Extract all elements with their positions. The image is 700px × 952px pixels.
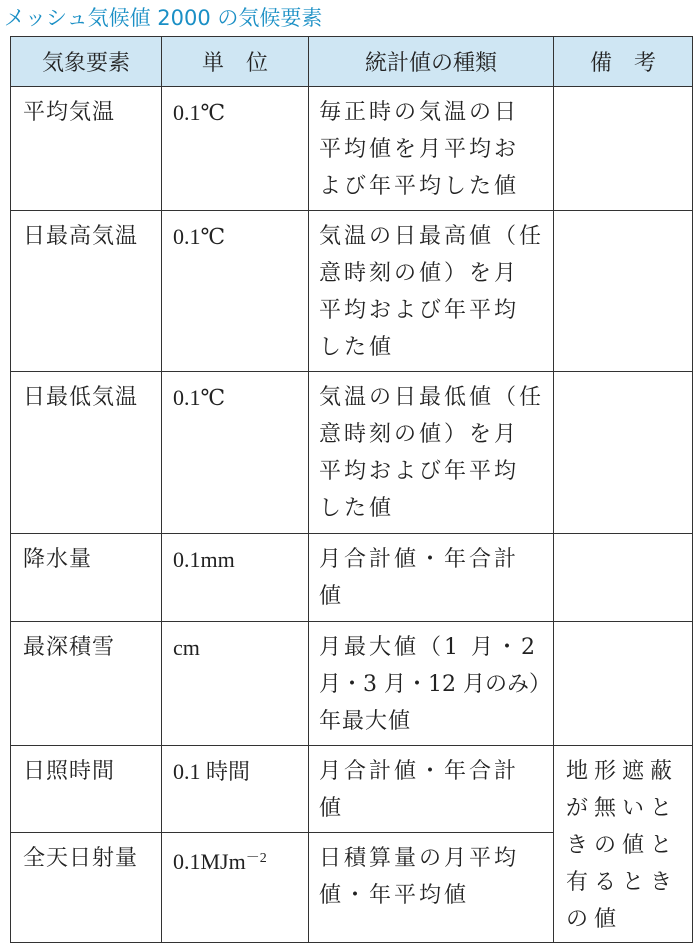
table-row <box>11 622 693 746</box>
stat-line: 意時刻の値）を月 <box>319 261 520 286</box>
stat-line: 気温の日最低値（任 <box>319 385 545 410</box>
note-cell <box>554 211 693 372</box>
unit-cell <box>162 833 309 943</box>
table-row <box>11 746 693 833</box>
note-cell <box>554 622 693 746</box>
stat-line: 平均および年平均 <box>319 459 520 484</box>
stat-line: 年最大値 <box>319 709 412 734</box>
table-row <box>11 534 693 622</box>
stat-cell <box>309 87 554 211</box>
stat-line: 平均および年平均 <box>319 298 520 323</box>
element-cell: 降水量 <box>11 534 162 622</box>
unit-cell: 0.1℃ <box>162 87 309 211</box>
stat-line: 毎正時の気温の日 <box>319 100 520 125</box>
stat-line: 値 <box>319 796 345 821</box>
stat-line: 月合計値・年合計 <box>319 547 520 572</box>
stat-line: 月・3 月・12 月のみ） <box>319 672 551 697</box>
stat-line: した値 <box>319 496 395 521</box>
stat-cell <box>309 746 554 833</box>
stat-line: 月最大値（1 月・2 <box>319 635 538 660</box>
stat-cell <box>309 534 554 622</box>
unit-cell: cm <box>162 622 309 746</box>
stat-line: 平均値を月平均お <box>319 137 520 162</box>
note-line: 地形遮蔽 <box>566 759 679 784</box>
stat-line: 日積算量の月平均 <box>319 846 520 871</box>
stat-cell <box>309 211 554 372</box>
climate-elements-table <box>10 36 693 943</box>
header-stat: 統計値の種類 <box>309 37 554 87</box>
table-row <box>11 211 693 372</box>
element-cell: 最深積雪 <box>11 622 162 746</box>
note-line: が無いと <box>566 796 679 821</box>
unit-cell: 0.1mm <box>162 534 309 622</box>
stat-line: よび年平均した値 <box>319 174 520 199</box>
header-element: 気象要素 <box>11 37 162 87</box>
stat-cell <box>309 622 554 746</box>
note-cell <box>554 534 693 622</box>
header-row <box>11 37 693 87</box>
stat-line: した値 <box>319 335 395 360</box>
stat-line: 月合計値・年合計 <box>319 759 520 784</box>
note-line: 有るとき <box>566 870 679 895</box>
stat-cell <box>309 833 554 943</box>
element-cell: 日最高気温 <box>11 211 162 372</box>
unit-base: 0.1MJm <box>173 849 246 874</box>
note-line: きの値と <box>566 833 679 858</box>
table-row <box>11 372 693 534</box>
element-cell: 平均気温 <box>11 87 162 211</box>
note-cell <box>554 372 693 534</box>
table-caption: メッシュ気候値 2000 の気候要素 <box>4 6 323 30</box>
unit-exponent: －2 <box>245 851 267 866</box>
note-line: の値 <box>566 907 623 932</box>
header-note: 備 考 <box>554 37 693 87</box>
element-cell: 日最低気温 <box>11 372 162 534</box>
stat-cell <box>309 372 554 534</box>
stat-line: 値 <box>319 584 345 609</box>
element-cell: 全天日射量 <box>11 833 162 943</box>
element-cell: 日照時間 <box>11 746 162 833</box>
stat-line: 気温の日最高値（任 <box>319 224 545 249</box>
unit-cell: 0.1℃ <box>162 211 309 372</box>
stat-line: 意時刻の値）を月 <box>319 422 520 447</box>
table-row <box>11 87 693 211</box>
note-cell-shared <box>554 746 693 943</box>
stat-line: 値・年平均値 <box>319 883 470 908</box>
header-unit: 単 位 <box>162 37 309 87</box>
unit-cell: 0.1 時間 <box>162 746 309 833</box>
unit-cell: 0.1℃ <box>162 372 309 534</box>
note-cell <box>554 87 693 211</box>
